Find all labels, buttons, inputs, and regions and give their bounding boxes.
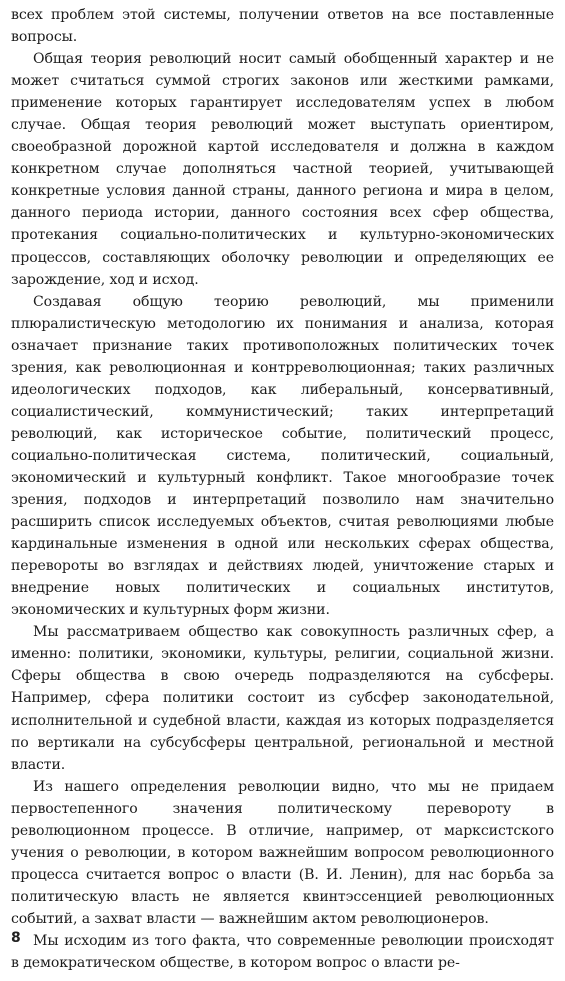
paragraph-political-coup: Из нашего определения революции видно, что мы не придаем первостепенного значения политическому перевороту в революционном процессе. В отличие, например, от марксистского учения о революции, в котором важнейшим вопросом революционного процесса считается вопрос о власти (В. И. Ленин), для нас борьба за политическую власть не является квинтэссенцией революционных событий, а захват власти — важнейшим актом революционеров. bbox=[11, 778, 554, 927]
page-number: 8 bbox=[11, 930, 21, 946]
paragraph-continuation: всех проблем этой системы, получении ответов на все поставленные вопросы. bbox=[11, 7, 554, 46]
paragraph-modern-revolutions: Мы исходим из того факта, что современные революции происходят в демократическом обществе, в котором вопрос о власти ре- bbox=[11, 932, 554, 972]
paragraph-pluralistic-methodology: Создавая общую теорию революций, мы применили плюралистическую методологию их понимания и анализа, которая означает признание таких противоположных политических точек зрения, как революционная и контрреволюционная; таких различных идеологических подходов, как либеральный, консервативный, социалистический, коммунистический; таких интерпретаций революций, как историческое событие, политический процесс, социально-политическая система, политический, социальный, экономический и культурный конфликт. Такое многообразие точек зрения, подходов и интерпретаций позволило нам значительно расширить список исследуемых объектов, считая революциями любые кардинальные изменения в одной или нескольких сферах общества, перевороты во взглядах и действиях людей, уничтожение старых и внедрение новых политических и социальных институтов, экономических и культурных форм жизни. bbox=[11, 293, 554, 619]
paragraph-society-spheres: Мы рассматриваем общество как совокупность различных сфер, а именно: политики, экономики, культуры, религии, социальной жизни. Сферы общества в свою очередь подразделяются на субсферы. Например, сфера политики состоит из субсфер законодательной, исполнительной и судебной власти, каждая из которых подразделяется по вертикали на субсубсферы центральной, региональной и местной власти. bbox=[11, 624, 554, 773]
body-text bbox=[11, 4, 554, 974]
paragraph-general-theory: Общая теория революций носит самый обобщенный характер и не может считаться суммой строгих законов или жесткими рамками, применение которых гарантирует исследователям успех в любом случае. Общая теория революций может выступать ориентиром, своеобразной дорожной картой исследователя и должна в каждом конкретном случае дополняться частной теорией, учитывающей конкретные условия данной страны, данного региона и мира в целом, данного периода истории, данного состояния всех сфер общества, протекания социально-политических и культурно-экономических процессов, составляющих оболочку революции и определяющих ее зарождение, ход и исход. bbox=[11, 51, 554, 288]
